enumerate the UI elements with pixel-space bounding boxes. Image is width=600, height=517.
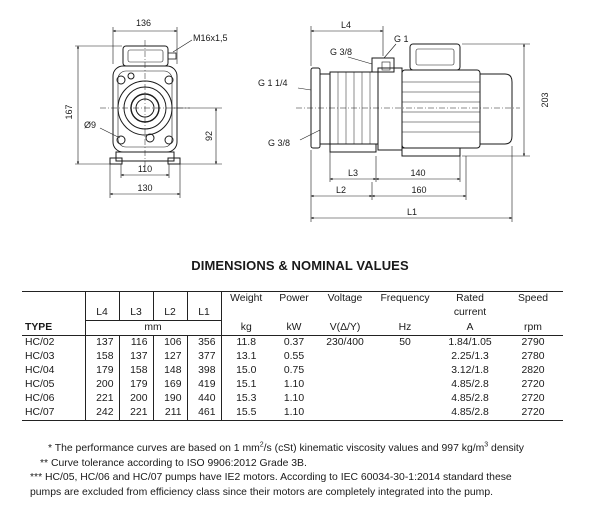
- cell-speed: 2720: [521, 393, 545, 404]
- cell-speed: 2790: [521, 337, 545, 348]
- side-labels: [258, 20, 550, 217]
- hz-unit: Hz: [373, 321, 437, 336]
- cell-l1: 461: [187, 406, 221, 421]
- footnotes: [30, 442, 590, 500]
- units-row: [22, 321, 563, 336]
- footnote-3: *** HC/05, HC/06 and HC/07 pumps have IE2 motors. According to IEC 60034-30-1:2014 standard these: [30, 472, 512, 483]
- table-row: [22, 378, 563, 392]
- cell-voltage: 230/400: [326, 337, 364, 348]
- cell-voltage: [317, 378, 373, 392]
- cell-l1: 377: [187, 350, 221, 364]
- cell-power: 0.75: [283, 365, 305, 376]
- cell-l4: 242: [85, 406, 119, 421]
- cell-voltage: [317, 364, 373, 378]
- cell-weight: 15.1: [221, 378, 271, 392]
- g38-top-label: G 3/8: [330, 47, 353, 57]
- cell-freq: [373, 350, 437, 364]
- cell-weight: 15.0: [221, 364, 271, 378]
- dim-L1: L1: [406, 207, 418, 217]
- cell-l4: 200: [85, 378, 119, 392]
- cell-type: HC/05: [25, 379, 55, 390]
- type-header: TYPE: [22, 321, 85, 336]
- table-row: [22, 336, 563, 351]
- weight-header: Weight: [221, 292, 271, 307]
- front-labels: [64, 18, 228, 193]
- rpm-unit: rpm: [503, 321, 563, 336]
- cell-speed: 2820: [521, 365, 545, 376]
- dim-130: 130: [137, 183, 153, 193]
- dim-L4: L4: [341, 20, 352, 30]
- table-row: [22, 364, 563, 378]
- dim-167: 167: [64, 104, 74, 120]
- cell-weight: 15.3: [221, 392, 271, 406]
- cell-current: 2.25/1.3: [451, 351, 489, 362]
- cell-voltage: [317, 392, 373, 406]
- frequency-header: Frequency: [373, 292, 437, 307]
- cell-l4: 158: [85, 350, 119, 364]
- dim-140: 140: [410, 168, 426, 178]
- cell-l1: 419: [187, 378, 221, 392]
- cell-current: 1.84/1.05: [448, 337, 492, 348]
- cell-l2: 127: [153, 350, 187, 364]
- cell-l1: 356: [187, 336, 221, 351]
- dim-203: 203: [540, 92, 550, 108]
- cell-l3: 221: [119, 406, 153, 421]
- cell-l4: 221: [85, 392, 119, 406]
- cell-freq: [373, 406, 437, 421]
- l1-header: L1: [187, 306, 221, 321]
- cell-l2: 106: [153, 336, 187, 351]
- l2-header: L2: [153, 306, 187, 321]
- cell-l3: 137: [119, 350, 153, 364]
- cell-freq: 50: [399, 337, 411, 348]
- cell-weight: 11.8: [221, 336, 271, 351]
- cell-l3: 158: [119, 364, 153, 378]
- front-view: [100, 40, 190, 168]
- cell-l2: 211: [153, 406, 187, 421]
- footnote-1: * The performance curves are based on 1 $mm^2/s$ (cSt) kinematic viscosity values and 997 $kg/m^3$ density: [48, 441, 524, 454]
- cell-current: 4.85/2.8: [451, 379, 489, 390]
- cell-freq: [373, 392, 437, 406]
- cell-type: HC/03: [25, 351, 55, 362]
- table-body: [22, 336, 563, 421]
- cell-weight: 15.5: [221, 406, 271, 421]
- cell-l3: 116: [119, 336, 153, 351]
- cell-l1: 398: [187, 364, 221, 378]
- cell-type: HC/02: [25, 337, 55, 348]
- cell-current: 4.85/2.8: [451, 393, 489, 404]
- footnote-3-cont: pumps are excluded from efficiency class since their motors are completely integrated into the pump.: [30, 486, 493, 498]
- cell-current: 3.12/1.8: [451, 365, 489, 376]
- cell-power: 1.10: [283, 379, 305, 390]
- power-header: Power: [271, 292, 317, 307]
- cell-voltage: [317, 406, 373, 421]
- cell-l3: 200: [119, 392, 153, 406]
- cell-speed: 2720: [503, 406, 563, 421]
- cell-speed: 2780: [521, 351, 545, 362]
- hole-label: Ø9: [84, 120, 97, 130]
- dim-92: 92: [204, 130, 214, 142]
- cell-current: 4.85/2.8: [437, 406, 503, 421]
- dim-160: 160: [411, 185, 427, 195]
- cell-type: HC/07: [22, 406, 85, 421]
- cell-speed: 2720: [521, 379, 545, 390]
- cell-power: 0.37: [283, 337, 305, 348]
- g38-bottom-label: G 3/8: [268, 138, 291, 148]
- cell-l2: 169: [153, 378, 187, 392]
- cell-freq: [373, 378, 437, 392]
- cell-power: 1.10: [271, 406, 317, 421]
- cell-l4: 179: [85, 364, 119, 378]
- thread-label: M16x1,5: [193, 33, 228, 43]
- g1-label: G 1: [394, 34, 409, 44]
- rated-header: Rated: [437, 292, 503, 307]
- side-view: [296, 44, 520, 156]
- l3-header: L3: [119, 306, 153, 321]
- cell-freq: [373, 364, 437, 378]
- dimension-drawing: [0, 0, 600, 235]
- cell-l3: 179: [119, 378, 153, 392]
- dim-110: 110: [137, 164, 153, 174]
- footnote-2: ** Curve tolerance according to ISO 9906:2012 Grade 3B.: [40, 457, 307, 469]
- a-unit: A: [437, 321, 503, 336]
- spec-table: [22, 291, 563, 421]
- mm-unit: mm: [85, 321, 221, 336]
- voltage-unit: V(Δ/Y): [317, 321, 373, 336]
- kw-unit: kW: [271, 321, 317, 336]
- cell-l1: 440: [187, 392, 221, 406]
- cell-power: 0.55: [283, 351, 305, 362]
- cell-voltage: [317, 350, 373, 364]
- current-header: current: [453, 307, 487, 319]
- l4-header: L4: [85, 306, 119, 321]
- header-row-1: [22, 292, 563, 307]
- cell-type: HC/06: [25, 393, 55, 404]
- cell-power: 1.10: [283, 393, 305, 404]
- cell-l2: 148: [153, 364, 187, 378]
- g114-label: G 1 1/4: [258, 78, 288, 88]
- table-row: [22, 350, 563, 364]
- speed-header: Speed: [503, 292, 563, 307]
- cell-l2: 190: [153, 392, 187, 406]
- kg-unit: kg: [221, 321, 271, 336]
- table-row: [22, 406, 563, 421]
- section-title: DIMENSIONS & NOMINAL VALUES: [191, 258, 409, 273]
- dim-L2: L2: [335, 185, 347, 195]
- table-row: [22, 392, 563, 406]
- dim-L3: L3: [347, 168, 359, 178]
- cell-weight: 13.1: [221, 350, 271, 364]
- header-row-2: [22, 306, 563, 321]
- cell-type: HC/04: [25, 365, 55, 376]
- cell-l4: 137: [85, 336, 119, 351]
- voltage-header: Voltage: [317, 292, 373, 307]
- dim-136: 136: [136, 18, 152, 28]
